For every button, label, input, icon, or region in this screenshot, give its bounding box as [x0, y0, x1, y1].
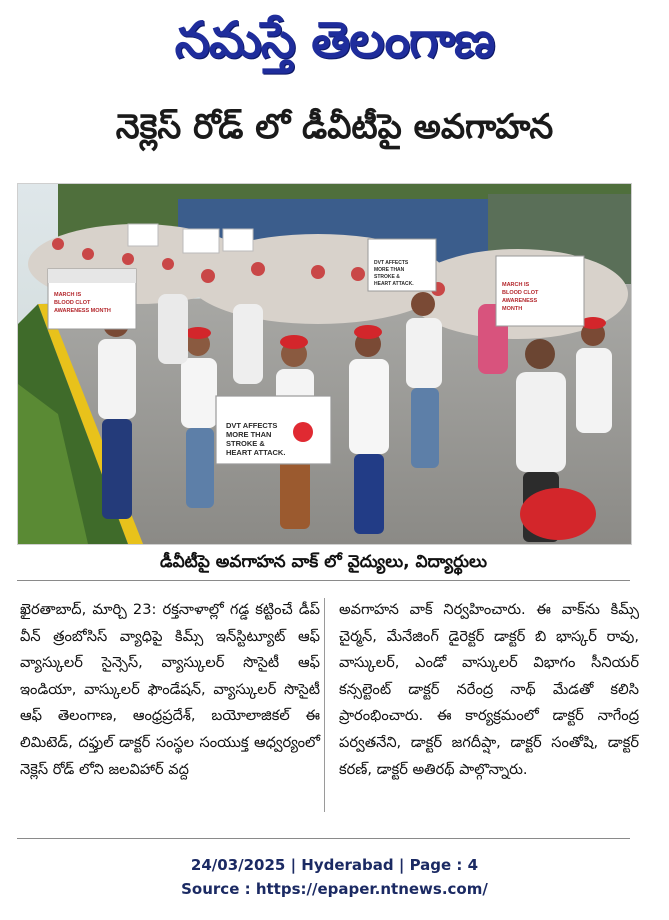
- photo-caption: డీవీటీపై అవగాహన వాక్ లో వైద్యులు, విద్యార్థులు: [160, 552, 487, 572]
- svg-text:AWARENESS: AWARENESS: [502, 298, 538, 304]
- placard-main-line4: HEART ATTACK.: [226, 448, 286, 457]
- svg-text:MARCH IS: MARCH IS: [54, 292, 82, 298]
- masthead-title: నమస్తే తెలంగాణ: [174, 11, 495, 69]
- placard-main-line2: MORE THAN: [226, 430, 272, 439]
- svg-text:MORE THAN: MORE THAN: [374, 267, 405, 273]
- svg-text:DVT AFFECTS: DVT AFFECTS: [374, 260, 409, 266]
- article-column-left: ఖైరతాబాద్, మార్చి 23: రక్తనాళాల్లో గడ్డ కట్టించే డీప్ వీన్ త్రంబోసిస్ వ్యాధిపై కిమ్స్ ఇన్‌స్టిట్యూట్ ఆఫ్ వ్యాస్కులర్ సైన్సెస్, వ్యాస్కులర్ సొసైటీ ఆఫ్ ఇండియా, వాస్కులర్ ఫౌండేషన్, వ్యాస్కులర్ సొసైటీ ఆఫ్ తెలంగాణ, ఆంధ్రప్రదేశ్, బయోలాజికల్ ఈ లిమిటెడ్, దఫ్తుల్ డాక్టర్ సంస్థల సంయుక్త ఆధ్వర్యంలో నెక్లెస్ రోడ్ లోని జలవిహార్ వద్ద: [20, 601, 320, 778]
- placard-center: [368, 239, 436, 291]
- article-column-right: అవగాహన వాక్ నిర్వహించారు. ఈ వాక్‌ను కిమ్స్ చైర్మన్, మేనేజింగ్ డైరెక్టర్ డాక్టర్ బి భాస్కర్ రావు, వాస్కులర్, ఎండో వాస్కులర్ విభాగం సీనియర్ కన్సల్టెంట్ డాక్టర్ నరేంద్ర నాథ్ మేడతో కలిసి ప్రారంభించారు. ఈ కార్యక్రమంలో డాక్టర్ నాగేంద్ర పర్వతనేని, డాక్టర్ జగదీప్షా, డాక్టర్ సంతోషి, డాక్టర్ కరణ్, డాక్టర్ అతిరథ్ పాల్గొన్నారు.: [339, 601, 639, 778]
- svg-text:BLOOD CLOT: BLOOD CLOT: [54, 300, 91, 306]
- article-photo: [17, 183, 632, 545]
- placard-left: [48, 269, 136, 329]
- svg-text:HEART ATTACK.: HEART ATTACK.: [374, 281, 414, 287]
- newspaper-masthead: [0, 4, 669, 76]
- column-rule: [324, 598, 325, 812]
- placard-right: [496, 256, 584, 326]
- article-headline: నెక్లెస్ రోడ్ లో డీవీటీపై అవగాహన: [115, 107, 554, 147]
- svg-text:STROKE &: STROKE &: [374, 274, 400, 280]
- placard-main: [216, 396, 331, 464]
- caption-divider: [17, 580, 630, 581]
- footer-edition-info: 24/03/2025 | Hyderabad | Page : 4: [190, 856, 479, 874]
- svg-text:MARCH IS: MARCH IS: [502, 282, 530, 288]
- svg-text:AWARENESS MONTH: AWARENESS MONTH: [54, 308, 111, 314]
- svg-text:MONTH: MONTH: [502, 306, 523, 312]
- placard-main-line1: DVT AFFECTS: [226, 421, 278, 430]
- placard-main-line3: STROKE &: [226, 439, 265, 448]
- footer-source: Source : https://epaper.ntnews.com/: [181, 880, 488, 898]
- footer-divider: [17, 838, 630, 839]
- svg-text:BLOOD CLOT: BLOOD CLOT: [502, 290, 539, 296]
- page-footer: [0, 853, 669, 901]
